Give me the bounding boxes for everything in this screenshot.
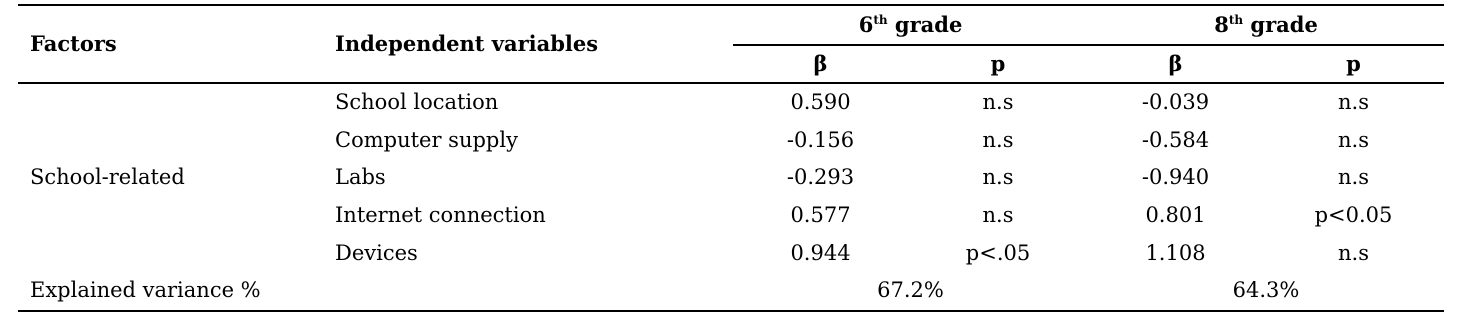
cell-p-8: n.s (1338, 127, 1369, 152)
explained-variance-label: Explained variance % (30, 278, 261, 303)
cell-p-6: p<.05 (965, 240, 1031, 265)
cell-p-8: n.s (1338, 240, 1369, 265)
cell-variable: Labs (335, 165, 386, 190)
header-p-6: p (990, 51, 1006, 77)
explained-variance-row (18, 272, 1444, 311)
factor-group-label: School-related (30, 165, 185, 190)
cell-variable: Devices (335, 240, 418, 265)
table-header (18, 5, 1444, 83)
header-p-8: p (1346, 51, 1361, 77)
grade-8-number: 8 (1214, 12, 1229, 38)
cell-beta-6: 0.590 (790, 90, 851, 115)
header-independent-variables: Independent variables (335, 31, 599, 57)
cell-beta-6: -0.293 (786, 165, 855, 190)
cell-variable: Computer supply (335, 127, 518, 152)
header-row-top (18, 5, 1444, 45)
cell-p-6: n.s (982, 165, 1014, 190)
cell-beta-6: 0.944 (790, 240, 851, 265)
cell-variable: Internet connection (335, 203, 546, 228)
grade-6-label: grade (887, 12, 963, 38)
grade-8-label: grade (1243, 12, 1318, 38)
regression-table (18, 4, 1444, 312)
cell-beta-8: -0.584 (1141, 127, 1210, 152)
cell-beta-6: 0.577 (790, 203, 851, 228)
explained-variance-grade-8: 64.3% (1232, 278, 1300, 303)
cell-beta-8: -0.940 (1141, 165, 1210, 190)
cell-beta-6: -0.156 (786, 127, 855, 152)
cell-p-8: n.s (1338, 165, 1369, 190)
table-row (18, 83, 1444, 122)
header-beta-6: β (813, 51, 828, 77)
header-grade-8 (1088, 5, 1444, 45)
cell-p-8: p<0.05 (1314, 203, 1393, 228)
cell-beta-8: -0.039 (1141, 90, 1210, 115)
cell-p-6: n.s (982, 90, 1014, 115)
cell-p-8: n.s (1338, 90, 1369, 115)
grade-6-number: 6 (858, 12, 874, 38)
cell-beta-8: 1.108 (1145, 240, 1206, 265)
cell-beta-8: 0.801 (1145, 203, 1206, 228)
explained-variance-grade-6: 67.2% (877, 278, 944, 303)
header-factors: Factors (30, 31, 117, 57)
header-beta-8: β (1168, 51, 1183, 77)
grade-6-suffix: th (873, 13, 888, 28)
grade-8-suffix: th (1228, 13, 1244, 28)
header-grade-6 (733, 5, 1088, 45)
cell-p-6: n.s (982, 203, 1014, 228)
table-body (18, 83, 1444, 311)
cell-p-6: n.s (982, 127, 1014, 152)
cell-variable: School location (335, 90, 499, 115)
